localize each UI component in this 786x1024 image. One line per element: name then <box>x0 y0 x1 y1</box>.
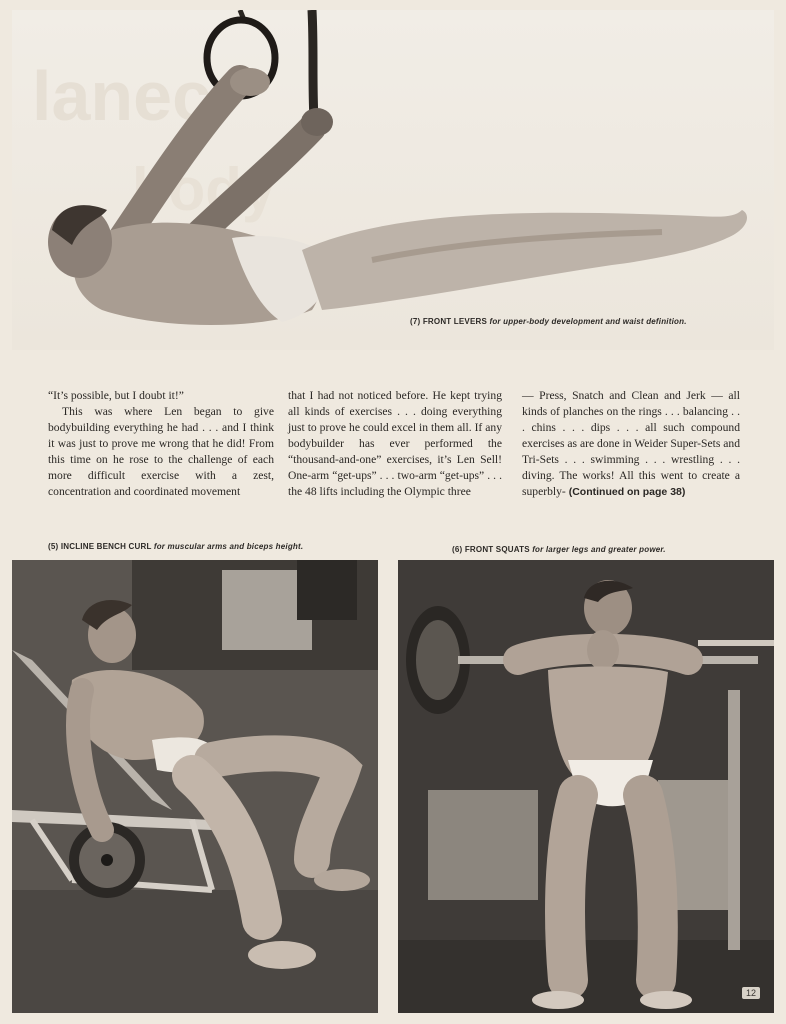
column-3-text: — Press, Snatch and Clean and Jerk — all kinds of planches on the rings . . . balancing . . . chins . . . dips . . . all such compound exercises as are done in Weider Super-Sets and Tri-Sets . . . swimming . . . wrestling . . . diving. The works! All this went to create a superbly- <box>522 389 740 498</box>
svg-text:lanec: lanec <box>32 57 211 135</box>
svg-text:body: body <box>132 156 276 223</box>
column-1-paragraph-2: This was where Len began to give bodybuilding everything he had . . . and I think it was just to prove me wrong that he did! From this time on he rose to the challenge of each more difficult exercise with a zest, concentration and coordinated movement <box>48 405 274 498</box>
front-lever-caption: (7) FRONT LEVERS for upper-body development and waist definition. <box>410 317 687 326</box>
incline-curl-caption: (5) INCLINE BENCH CURL for muscular arms and biceps height. <box>48 542 304 551</box>
article-column-2 <box>288 388 502 500</box>
column-1-paragraph-1: “It’s possible, but I doubt it!” <box>48 389 184 402</box>
front-lever-photo <box>12 10 774 350</box>
article-column-3 <box>522 388 740 500</box>
incline-bench-curl-photo <box>12 560 378 1013</box>
front-squat-photo <box>398 560 774 1013</box>
front-squat-caption: (6) FRONT SQUATS for larger legs and greater power. <box>452 545 666 554</box>
page-number: 12 <box>742 987 760 999</box>
column-2-text: that I had not noticed before. He kept trying all kinds of exercises . . . doing everything just to prove he could excel in them all. If any bodybuilder has ever performed the “thousand-and-one” exercises, it’s Len Sell! One-arm “get-ups” . . . two-arm “get-ups” . . . the 48 lifts including the Olympic three <box>288 389 502 498</box>
continued-note: (Continued on page 38) <box>568 486 686 498</box>
article-column-1 <box>48 388 274 500</box>
